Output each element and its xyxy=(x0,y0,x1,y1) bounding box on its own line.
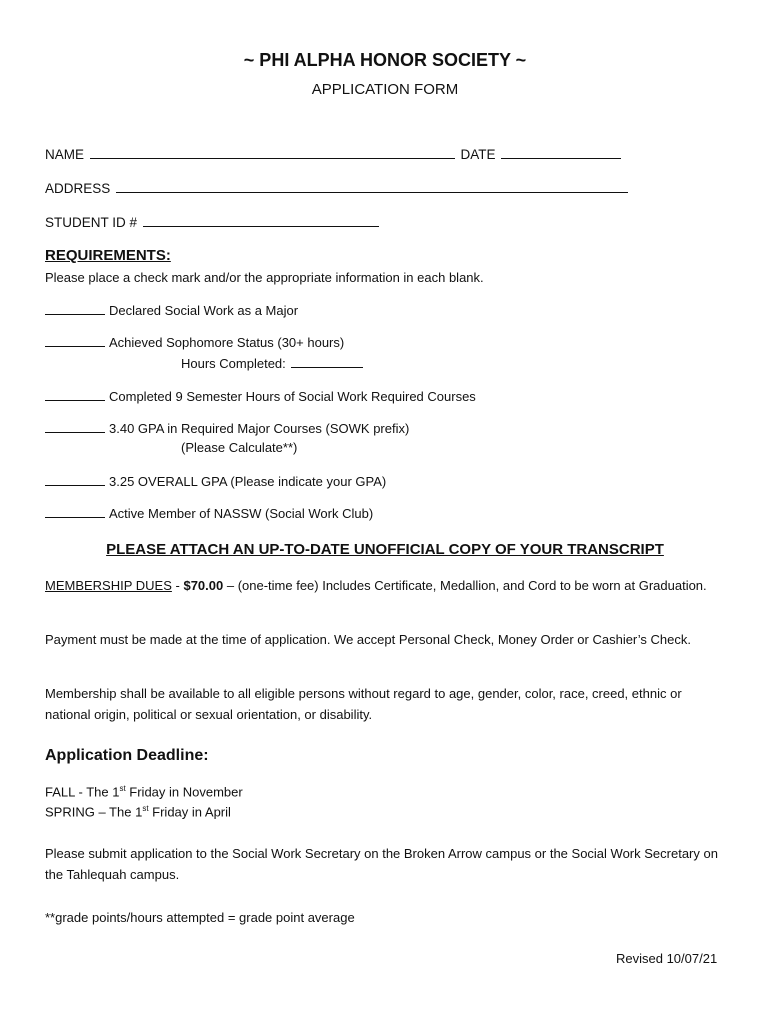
fall-prefix: FALL - The 1 xyxy=(45,784,120,800)
membership-dues-paragraph xyxy=(45,575,725,596)
requirement-item xyxy=(45,302,298,318)
deadline-heading: Application Deadline: xyxy=(45,747,209,764)
fall-suffix: Friday in November xyxy=(125,784,243,800)
requirement-text: Completed 9 Semester Hours of Social Work Required Courses xyxy=(109,389,476,404)
hours-completed-blank[interactable] xyxy=(291,355,363,368)
hours-completed-label: Hours Completed: xyxy=(181,356,286,371)
requirement-text: 3.25 OVERALL GPA (Please indicate your GPA) xyxy=(109,474,387,489)
transcript-notice: PLEASE ATTACH AN UP-TO-DATE UNOFFICIAL COPY OF YOUR TRANSCRIPT xyxy=(106,541,664,558)
student-id-label: STUDENT ID # xyxy=(45,215,138,230)
requirements-instructions: Please place a check mark and/or the appropriate information in each blank. xyxy=(45,270,484,285)
requirement-item xyxy=(45,420,409,436)
form-subtitle: APPLICATION FORM xyxy=(311,81,459,98)
requirement-item xyxy=(45,473,386,489)
requirement-item xyxy=(45,388,476,404)
name-label: NAME xyxy=(45,147,85,162)
name-field-row xyxy=(45,145,623,162)
dues-separator: - xyxy=(171,578,184,593)
please-calculate-note: (Please Calculate**) xyxy=(181,440,298,455)
payment-paragraph: Payment must be made at the time of application. We accept Personal Check, Money Order or Cashier’s Check. xyxy=(45,632,691,647)
revision-date: Revised 10/07/21 xyxy=(616,951,718,966)
hours-completed-row xyxy=(181,355,365,371)
form-title: ~ PHI ALPHA HONOR SOCIETY ~ xyxy=(243,50,527,70)
membership-eligibility-paragraph: Membership shall be available to all eligible persons without regard to age, gender, color, race, creed, ethnic or national origin, political or sexual orientation, or disability. xyxy=(45,686,682,722)
requirements-heading: REQUIREMENTS: xyxy=(45,247,171,264)
date-blank[interactable] xyxy=(501,145,621,159)
checkbox-blank[interactable] xyxy=(45,334,105,347)
spring-suffix: Friday in April xyxy=(148,804,231,820)
dues-details: – (one-time fee) Includes Certificate, Medallion, and Cord to be worn at Graduation. xyxy=(223,578,707,593)
name-blank[interactable] xyxy=(90,145,455,159)
checkbox-blank[interactable] xyxy=(45,473,105,486)
submit-instructions: Please submit application to the Social Work Secretary on the Broken Arrow campus or the Social Work Secretary on the Tahlequah campus. xyxy=(45,846,718,882)
dues-label: MEMBERSHIP DUES xyxy=(45,578,172,593)
dues-amount: $70.00 xyxy=(183,578,224,593)
student-id-blank[interactable] xyxy=(143,213,379,227)
ordinal-suffix: st xyxy=(142,804,149,813)
checkbox-blank[interactable] xyxy=(45,505,105,518)
date-label: DATE xyxy=(460,147,496,162)
checkbox-blank[interactable] xyxy=(45,302,105,315)
student-id-field-row xyxy=(45,213,381,230)
spring-deadline xyxy=(45,804,231,819)
checkbox-blank[interactable] xyxy=(45,388,105,401)
fall-deadline xyxy=(45,784,243,799)
checkbox-blank[interactable] xyxy=(45,420,105,433)
requirement-item xyxy=(45,505,373,521)
ordinal-suffix: st xyxy=(119,784,126,793)
spring-prefix: SPRING – The 1 xyxy=(45,804,143,820)
requirement-item xyxy=(45,334,344,350)
address-field-row xyxy=(45,179,630,196)
gpa-footnote: **grade points/hours attempted = grade point average xyxy=(45,910,355,925)
address-blank[interactable] xyxy=(116,179,628,193)
requirement-text: Declared Social Work as a Major xyxy=(109,303,299,318)
requirement-text: Active Member of NASSW (Social Work Club) xyxy=(109,506,374,521)
requirement-text: Achieved Sophomore Status (30+ hours) xyxy=(109,335,345,350)
address-label: ADDRESS xyxy=(45,181,111,196)
requirement-text: 3.40 GPA in Required Major Courses (SOWK prefix) xyxy=(109,421,410,436)
